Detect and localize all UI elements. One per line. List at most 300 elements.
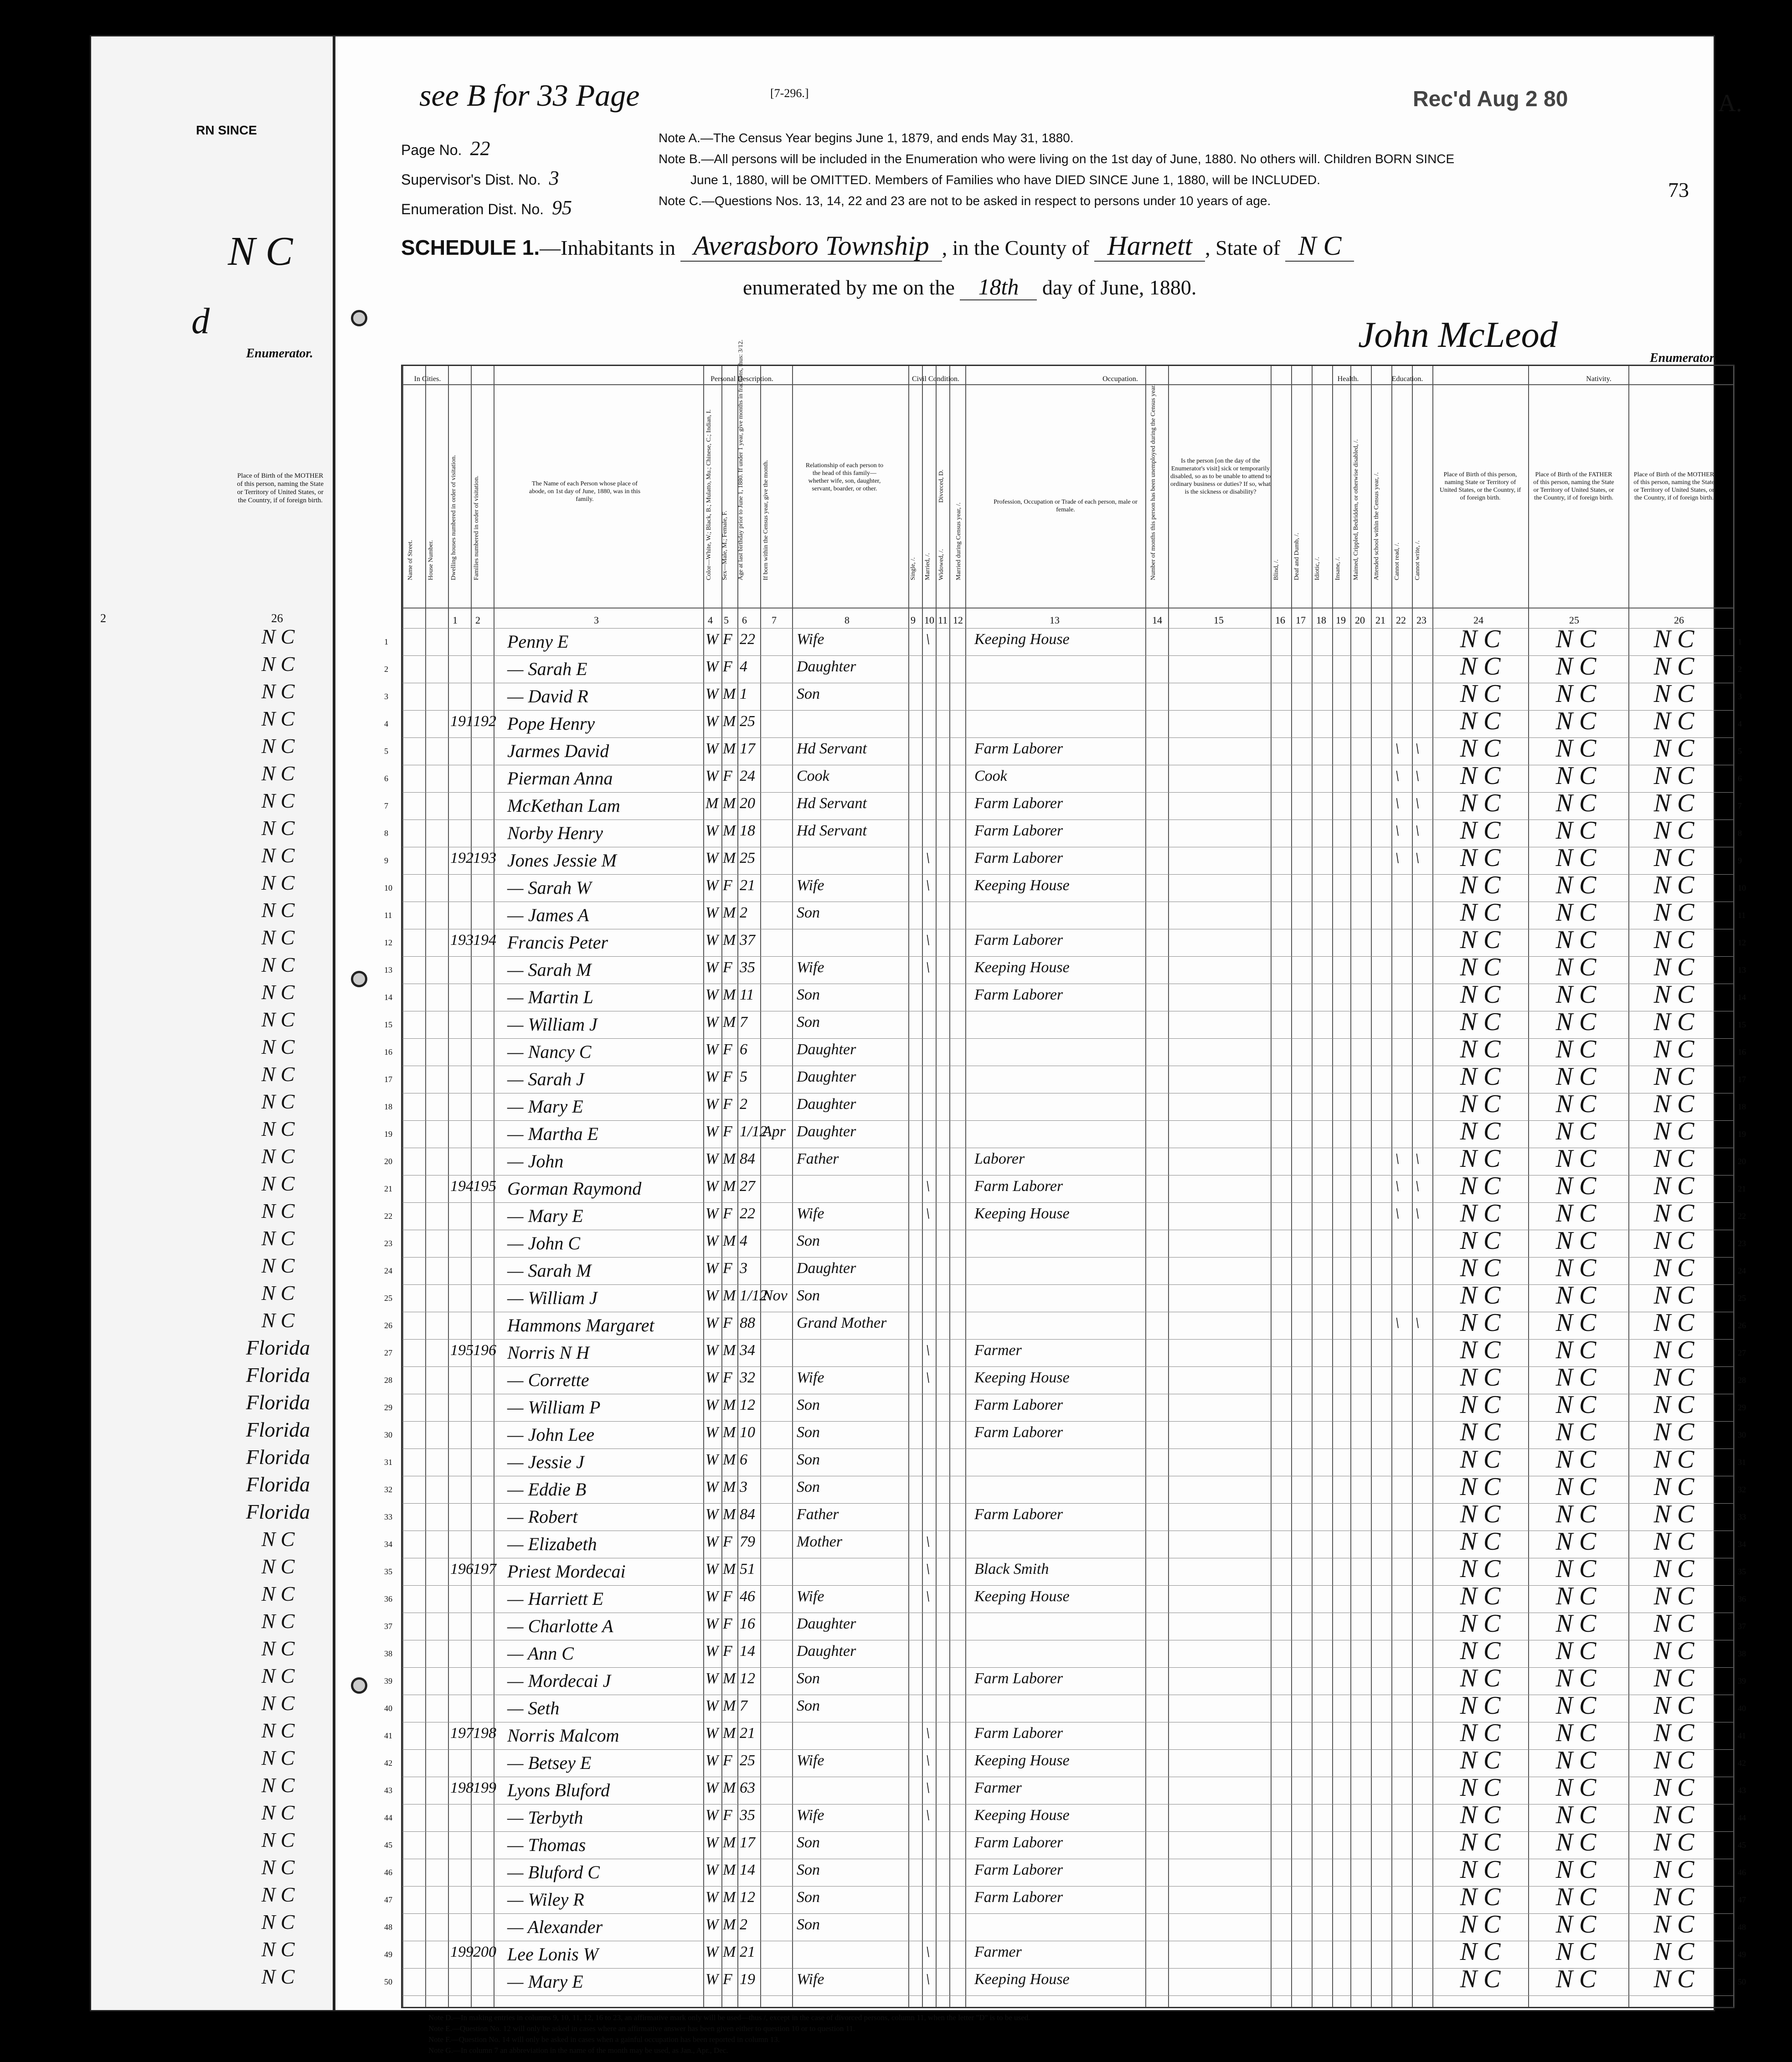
left-page-mother-birthplace: N C bbox=[261, 707, 295, 730]
color: W bbox=[705, 658, 719, 675]
row-number: 20 bbox=[384, 1157, 392, 1166]
column-number: 11 bbox=[938, 614, 948, 626]
group-education: Education. bbox=[1391, 375, 1423, 383]
age: 84 bbox=[740, 1150, 755, 1167]
column-rule bbox=[949, 366, 950, 2007]
left-page-mother-birthplace: N C bbox=[261, 1254, 295, 1277]
row-number: 25 bbox=[1738, 1294, 1746, 1303]
color: W bbox=[705, 1369, 719, 1386]
father-birthplace: N C bbox=[1555, 1773, 1596, 1802]
mother-birthplace: N C bbox=[1653, 1172, 1694, 1200]
dwelling-number: 199 bbox=[450, 1943, 474, 1960]
age: 1/12 bbox=[740, 1123, 767, 1140]
left-page-mother-birthplace: N C bbox=[261, 1609, 295, 1633]
father-birthplace: N C bbox=[1555, 1254, 1596, 1282]
person-name: — Mordecai J bbox=[507, 1670, 611, 1691]
color: W bbox=[705, 1397, 719, 1413]
sex: M bbox=[723, 1561, 736, 1577]
father-birthplace: N C bbox=[1555, 1418, 1596, 1446]
row-number: 10 bbox=[1738, 883, 1746, 892]
county-value: Harnett bbox=[1094, 231, 1205, 262]
age: 27 bbox=[740, 1178, 755, 1195]
person-name: — Betsey E bbox=[507, 1753, 592, 1773]
row-number: 2 bbox=[1738, 665, 1742, 674]
header-month: If born within the Census year, give the month. bbox=[762, 460, 769, 580]
row-number: 37 bbox=[1738, 1622, 1746, 1631]
person-name: — Thomas bbox=[507, 1835, 586, 1855]
left-page-state: N C bbox=[228, 229, 293, 274]
sex: M bbox=[723, 1479, 736, 1495]
row-number: 39 bbox=[1738, 1676, 1746, 1686]
age: 32 bbox=[740, 1369, 755, 1386]
person-name: — Bluford C bbox=[507, 1862, 600, 1882]
color: W bbox=[705, 1670, 719, 1687]
left-page-mother-birthplace: N C bbox=[261, 625, 295, 648]
occupation: Keeping House bbox=[974, 1588, 1070, 1605]
father-birthplace: N C bbox=[1555, 1391, 1596, 1419]
occupation: Keeping House bbox=[974, 959, 1070, 976]
mother-birthplace: N C bbox=[1653, 1500, 1694, 1528]
relationship: Son bbox=[797, 686, 820, 702]
color: W bbox=[705, 1260, 719, 1277]
column-rule bbox=[425, 366, 426, 2007]
row-number: 46 bbox=[384, 1868, 392, 1877]
person-name: — James A bbox=[507, 905, 589, 925]
occupation: Farm Laborer bbox=[974, 932, 1063, 949]
relationship: Son bbox=[797, 1397, 820, 1413]
row-number: 16 bbox=[384, 1047, 392, 1057]
header-maimed: Maimed, Crippled, Bedridden, or otherwise disabled, /. bbox=[1353, 439, 1359, 580]
mother-birthplace: N C bbox=[1653, 1938, 1694, 1966]
row-number: 41 bbox=[384, 1731, 392, 1740]
age: 63 bbox=[740, 1779, 755, 1796]
color: W bbox=[705, 1916, 719, 1933]
birthplace: N C bbox=[1460, 707, 1501, 735]
mother-birthplace: N C bbox=[1653, 1965, 1694, 1993]
birthplace: N C bbox=[1460, 762, 1501, 790]
occupation: Farmer bbox=[974, 1779, 1022, 1796]
father-birthplace: N C bbox=[1555, 1199, 1596, 1227]
header-widowed: Widowed, /. bbox=[938, 549, 945, 580]
father-birthplace: N C bbox=[1555, 1227, 1596, 1255]
row-number: 18 bbox=[384, 1102, 392, 1111]
schedule-title: SCHEDULE 1.—Inhabitants in Averasboro Township , in the County of Harnett , State of N C bbox=[401, 230, 1354, 262]
relationship: Wife bbox=[797, 877, 824, 894]
sex: M bbox=[723, 1397, 736, 1413]
mother-birthplace: N C bbox=[1653, 1883, 1694, 1911]
cannot-read-mark: \ bbox=[1395, 795, 1400, 812]
header-blind: Blind, /. bbox=[1273, 559, 1280, 580]
footnotes: Note D.—In making entries in columns 9, 10, 11, 12, 16 to 23, an affirmative mark only will be used—thus /, except in the case of divorced persons, column 11, when the letter "D" is to be used. Note E.—Question No. 12 will only be asked in cases where an affirmative answer has been given either to question 10 or to question 11. Note F.—Question No. 14 will only be asked in cases when a gainful occupation has been reported in column 13. Note G.—In column 7 an abbreviation in the name of the month may be used, as Jan., Apr., Dec. bbox=[428, 2013, 1030, 2055]
family-number: 200 bbox=[473, 1943, 496, 1960]
sex: F bbox=[723, 1068, 732, 1085]
married-mark: \ bbox=[926, 877, 930, 894]
married-mark: \ bbox=[926, 959, 930, 976]
occupation: Farm Laborer bbox=[974, 1178, 1063, 1195]
father-birthplace: N C bbox=[1555, 1609, 1596, 1638]
sex: M bbox=[723, 1150, 736, 1167]
age: 16 bbox=[740, 1615, 755, 1632]
column-rule bbox=[965, 366, 966, 2007]
row-number: 13 bbox=[384, 965, 392, 974]
person-name: Pierman Anna bbox=[507, 768, 613, 789]
birthplace: N C bbox=[1460, 1965, 1501, 1993]
row-number: 7 bbox=[384, 801, 388, 810]
father-birthplace: N C bbox=[1555, 1965, 1596, 1993]
relationship: Grand Mother bbox=[797, 1315, 887, 1331]
left-page-mother-birthplace: N C bbox=[261, 898, 295, 922]
row-number: 35 bbox=[1738, 1567, 1746, 1576]
mother-birthplace: N C bbox=[1653, 1637, 1694, 1665]
row-number: 34 bbox=[1738, 1540, 1746, 1549]
person-name: — Ann C bbox=[507, 1643, 574, 1664]
mother-birthplace: N C bbox=[1653, 1719, 1694, 1747]
row-number: 9 bbox=[1738, 856, 1742, 865]
row-number: 31 bbox=[384, 1458, 392, 1467]
person-name: — Mary E bbox=[507, 1206, 583, 1226]
relationship: Father bbox=[797, 1506, 839, 1523]
birthplace: N C bbox=[1460, 1500, 1501, 1528]
left-page-mother-birthplace: Florida bbox=[246, 1391, 310, 1414]
binding-ring bbox=[351, 971, 367, 987]
cannot-write-mark: \ bbox=[1415, 850, 1420, 866]
header-street: Name of Street. bbox=[407, 540, 414, 580]
row-number: 39 bbox=[384, 1676, 392, 1686]
age: 17 bbox=[740, 1834, 755, 1851]
occupation: Farm Laborer bbox=[974, 1670, 1063, 1687]
header-occupation: Profession, Occupation or Trade of each person, male or female. bbox=[994, 499, 1138, 513]
married-mark: \ bbox=[926, 932, 930, 949]
mother-birthplace: N C bbox=[1653, 625, 1694, 653]
row-number: 32 bbox=[1738, 1485, 1746, 1494]
cannot-read-mark: \ bbox=[1395, 850, 1400, 866]
father-birthplace: N C bbox=[1555, 1117, 1596, 1145]
column-rule bbox=[1733, 366, 1734, 2007]
row-number: 38 bbox=[384, 1649, 392, 1658]
sex: F bbox=[723, 1315, 732, 1331]
column-number: 9 bbox=[911, 614, 916, 626]
column-rule bbox=[1332, 366, 1333, 2007]
sex: M bbox=[723, 850, 736, 866]
age: 37 bbox=[740, 932, 755, 949]
left-page-mother-birthplace: Florida bbox=[246, 1500, 310, 1523]
married-mark: \ bbox=[926, 1943, 930, 1960]
family-number: 196 bbox=[473, 1342, 496, 1359]
relationship: Son bbox=[797, 1479, 820, 1495]
color: W bbox=[705, 1971, 719, 1988]
row-number: 30 bbox=[384, 1430, 392, 1439]
sex: M bbox=[723, 1834, 736, 1851]
birthplace: N C bbox=[1460, 1473, 1501, 1501]
left-page-col-num: 2 bbox=[100, 612, 106, 625]
relationship: Son bbox=[797, 1424, 820, 1441]
mother-birthplace: N C bbox=[1653, 1910, 1694, 1938]
cannot-write-mark: \ bbox=[1415, 795, 1420, 812]
age: 84 bbox=[740, 1506, 755, 1523]
color: W bbox=[705, 1697, 719, 1714]
row-number: 34 bbox=[384, 1540, 392, 1549]
header-school: Attended school within the Census year, /. bbox=[1373, 472, 1380, 580]
person-name: Francis Peter bbox=[507, 932, 608, 953]
father-birthplace: N C bbox=[1555, 953, 1596, 981]
married-mark: \ bbox=[926, 850, 930, 866]
birthplace: N C bbox=[1460, 1227, 1501, 1255]
column-number: 10 bbox=[924, 614, 934, 626]
person-name: Penny E bbox=[507, 631, 569, 652]
birthplace: N C bbox=[1460, 1828, 1501, 1856]
row-number: 5 bbox=[1738, 747, 1742, 756]
color: W bbox=[705, 1861, 719, 1878]
row-number: 8 bbox=[1738, 829, 1742, 838]
color: W bbox=[705, 1232, 719, 1249]
married-mark: \ bbox=[926, 1725, 930, 1742]
dwelling-number: 192 bbox=[450, 850, 474, 866]
color: W bbox=[705, 1315, 719, 1331]
age: 21 bbox=[740, 1943, 755, 1960]
header-write: Cannot write, /. bbox=[1414, 540, 1421, 580]
left-page-mother-birthplace: N C bbox=[261, 844, 295, 867]
column-rule bbox=[908, 366, 909, 2007]
row-number: 26 bbox=[384, 1321, 392, 1330]
cannot-read-mark: \ bbox=[1395, 740, 1400, 757]
relationship: Wife bbox=[797, 1588, 824, 1605]
row-number: 48 bbox=[1738, 1923, 1746, 1932]
occupation: Farm Laborer bbox=[974, 850, 1063, 866]
age: 12 bbox=[740, 1670, 755, 1687]
person-name: — Mary E bbox=[507, 1096, 583, 1117]
left-page-mother-birthplace: N C bbox=[261, 1527, 295, 1551]
row-number: 30 bbox=[1738, 1430, 1746, 1439]
cannot-read-mark: \ bbox=[1395, 822, 1400, 839]
person-name: — Sarah M bbox=[507, 959, 592, 980]
person-name: — Mary E bbox=[507, 1971, 583, 1992]
left-page-mother-birthplace: N C bbox=[261, 926, 295, 949]
birthplace: N C bbox=[1460, 1035, 1501, 1063]
mother-birthplace: N C bbox=[1653, 953, 1694, 981]
mother-birthplace: N C bbox=[1653, 844, 1694, 872]
father-birthplace: N C bbox=[1555, 926, 1596, 954]
color: W bbox=[705, 1506, 719, 1523]
person-name: — Eddie B bbox=[507, 1479, 587, 1500]
header-house: House Number. bbox=[427, 540, 434, 580]
relationship: Wife bbox=[797, 631, 824, 648]
father-birthplace: N C bbox=[1555, 1664, 1596, 1692]
row-number: 42 bbox=[1738, 1758, 1746, 1768]
sex: F bbox=[723, 1807, 732, 1824]
mother-birthplace: N C bbox=[1653, 980, 1694, 1009]
left-page-mother-birthplace: N C bbox=[261, 734, 295, 758]
column-rule bbox=[1432, 366, 1433, 2007]
row-number: 27 bbox=[1738, 1348, 1746, 1357]
birthplace: N C bbox=[1460, 1199, 1501, 1227]
age: 4 bbox=[740, 658, 747, 675]
row-number: 5 bbox=[384, 747, 388, 756]
father-birthplace: N C bbox=[1555, 652, 1596, 680]
row-number: 28 bbox=[1738, 1376, 1746, 1385]
day-value: 18th bbox=[960, 274, 1037, 300]
mother-birthplace: N C bbox=[1653, 1309, 1694, 1337]
birthplace: N C bbox=[1460, 1527, 1501, 1556]
sex: F bbox=[723, 1615, 732, 1632]
township-value: Averasboro Township bbox=[680, 231, 942, 262]
left-page-mother-birthplace: N C bbox=[261, 1090, 295, 1113]
column-rule bbox=[1528, 366, 1529, 2007]
row-number: 1 bbox=[1738, 637, 1742, 646]
married-mark: \ bbox=[926, 1807, 930, 1824]
column-number: 2 bbox=[475, 614, 480, 626]
row-number: 38 bbox=[1738, 1649, 1746, 1658]
column-number: 15 bbox=[1214, 614, 1224, 626]
column-rule bbox=[1168, 366, 1169, 2007]
row-number: 47 bbox=[1738, 1895, 1746, 1904]
left-page-mother-birthplace: N C bbox=[261, 1856, 295, 1879]
column-rule bbox=[737, 366, 738, 2007]
row-number: 4 bbox=[384, 719, 388, 728]
father-birthplace: N C bbox=[1555, 1445, 1596, 1474]
person-name: — Jessie J bbox=[507, 1452, 584, 1472]
mother-birthplace: N C bbox=[1653, 734, 1694, 763]
relationship: Son bbox=[797, 1287, 820, 1304]
received-stamp: Rec'd Aug 2 80 bbox=[1413, 87, 1568, 111]
column-number: 25 bbox=[1569, 614, 1579, 626]
column-number: 5 bbox=[724, 614, 729, 626]
row-number: 42 bbox=[384, 1758, 392, 1768]
cannot-write-mark: \ bbox=[1415, 1315, 1420, 1331]
row-number: 45 bbox=[384, 1840, 392, 1850]
person-name: — Terbyth bbox=[507, 1807, 583, 1828]
left-page-mother-birthplace: N C bbox=[261, 1199, 295, 1222]
birthplace: N C bbox=[1460, 789, 1501, 817]
left-page-mother-birthplace: N C bbox=[261, 1227, 295, 1250]
father-birthplace: N C bbox=[1555, 1637, 1596, 1665]
left-page-mother-birthplace: N C bbox=[261, 1637, 295, 1660]
married-mark: \ bbox=[926, 1533, 930, 1550]
married-mark: \ bbox=[926, 1588, 930, 1605]
person-name: — John bbox=[507, 1151, 564, 1171]
row-number: 35 bbox=[384, 1567, 392, 1576]
left-page-mother-birthplace: N C bbox=[261, 1746, 295, 1769]
group-civil: Civil Condition. bbox=[911, 375, 959, 383]
birthplace: N C bbox=[1460, 1391, 1501, 1419]
row-number: 23 bbox=[384, 1239, 392, 1248]
relationship: Son bbox=[797, 1834, 820, 1851]
person-name: — Charlotte A bbox=[507, 1616, 613, 1636]
left-page-mother-birthplace: N C bbox=[261, 1828, 295, 1851]
mother-birthplace: N C bbox=[1653, 1227, 1694, 1255]
header-read: Cannot read, /. bbox=[1394, 542, 1401, 580]
row-number: 23 bbox=[1738, 1239, 1746, 1248]
age: 25 bbox=[740, 713, 755, 730]
row-number: 20 bbox=[1738, 1157, 1746, 1166]
header-relationship: Relationship of each person to the head of this family—whether wife, son, daughter, servant, boarder, or other. bbox=[805, 462, 884, 492]
occupation: Farmer bbox=[974, 1342, 1022, 1359]
color: W bbox=[705, 1615, 719, 1632]
left-page-fragment bbox=[91, 36, 335, 2010]
row-number: 22 bbox=[384, 1211, 392, 1221]
person-name: — Harriett E bbox=[507, 1588, 604, 1609]
left-page-mother-birthplace: Florida bbox=[246, 1418, 310, 1441]
column-rule bbox=[721, 366, 722, 2007]
left-page-mother-birthplace: N C bbox=[261, 953, 295, 976]
left-page-mother-birthplace: N C bbox=[261, 1801, 295, 1824]
father-birthplace: N C bbox=[1555, 1828, 1596, 1856]
relationship: Hd Servant bbox=[797, 740, 867, 757]
birthplace: N C bbox=[1460, 1008, 1501, 1036]
age: 3 bbox=[740, 1479, 747, 1495]
occupation: Farm Laborer bbox=[974, 986, 1063, 1003]
birthplace: N C bbox=[1460, 680, 1501, 708]
married-mark: \ bbox=[926, 1178, 930, 1195]
left-page-mother-birthplace: N C bbox=[261, 1691, 295, 1715]
mother-birthplace: N C bbox=[1653, 1473, 1694, 1501]
cannot-write-mark: \ bbox=[1415, 740, 1420, 757]
column-number: 12 bbox=[953, 614, 963, 626]
row-number: 43 bbox=[384, 1786, 392, 1795]
color: W bbox=[705, 1096, 719, 1113]
column-number: 13 bbox=[1050, 614, 1060, 626]
column-rule bbox=[1412, 366, 1413, 2007]
sex: M bbox=[723, 932, 736, 949]
relationship: Son bbox=[797, 1014, 820, 1031]
column-number: 19 bbox=[1336, 614, 1346, 626]
left-page-mother-birthplace: N C bbox=[261, 680, 295, 703]
birthplace: N C bbox=[1460, 1938, 1501, 1966]
mother-birthplace: N C bbox=[1653, 762, 1694, 790]
column-rule bbox=[792, 366, 793, 2007]
birthplace: N C bbox=[1460, 1117, 1501, 1145]
binding-ring bbox=[351, 1677, 367, 1694]
sex: M bbox=[723, 1725, 736, 1742]
left-page-mother-birthplace: N C bbox=[261, 1117, 295, 1140]
row-number: 46 bbox=[1738, 1868, 1746, 1877]
row-number: 40 bbox=[384, 1704, 392, 1713]
column-number: 4 bbox=[708, 614, 713, 626]
left-page-mother-birthplace: N C bbox=[261, 789, 295, 812]
father-birthplace: N C bbox=[1555, 789, 1596, 817]
left-page-mother-birthplace: N C bbox=[261, 1664, 295, 1687]
occupation: Farmer bbox=[974, 1943, 1022, 1960]
column-rule bbox=[1291, 366, 1292, 2007]
row-number: 6 bbox=[1738, 774, 1742, 783]
row-number: 48 bbox=[384, 1923, 392, 1932]
age: 46 bbox=[740, 1588, 755, 1605]
dwelling-number: 196 bbox=[450, 1561, 474, 1577]
father-birthplace: N C bbox=[1555, 1719, 1596, 1747]
relationship: Wife bbox=[797, 959, 824, 976]
left-page-mother-birthplace: Florida bbox=[246, 1473, 310, 1496]
occupation: Keeping House bbox=[974, 1369, 1070, 1386]
person-name: Gorman Raymond bbox=[507, 1178, 642, 1199]
father-birthplace: N C bbox=[1555, 1062, 1596, 1091]
row-number: 3 bbox=[384, 692, 388, 701]
row-number: 6 bbox=[384, 774, 388, 783]
person-name: — Wiley R bbox=[507, 1889, 584, 1910]
mother-birthplace: N C bbox=[1653, 789, 1694, 817]
sex: F bbox=[723, 1588, 732, 1605]
married-mark: \ bbox=[926, 631, 930, 648]
age: 10 bbox=[740, 1424, 755, 1441]
row-number: 29 bbox=[384, 1403, 392, 1412]
mother-birthplace: N C bbox=[1653, 816, 1694, 845]
birthplace: N C bbox=[1460, 1555, 1501, 1583]
mother-birthplace: N C bbox=[1653, 1336, 1694, 1364]
color: W bbox=[705, 1943, 719, 1960]
column-rule bbox=[936, 366, 937, 2007]
column-number: 22 bbox=[1396, 614, 1406, 626]
color: W bbox=[705, 959, 719, 976]
age: 88 bbox=[740, 1315, 755, 1331]
header-married-census: Married during Census year, /. bbox=[955, 502, 962, 580]
